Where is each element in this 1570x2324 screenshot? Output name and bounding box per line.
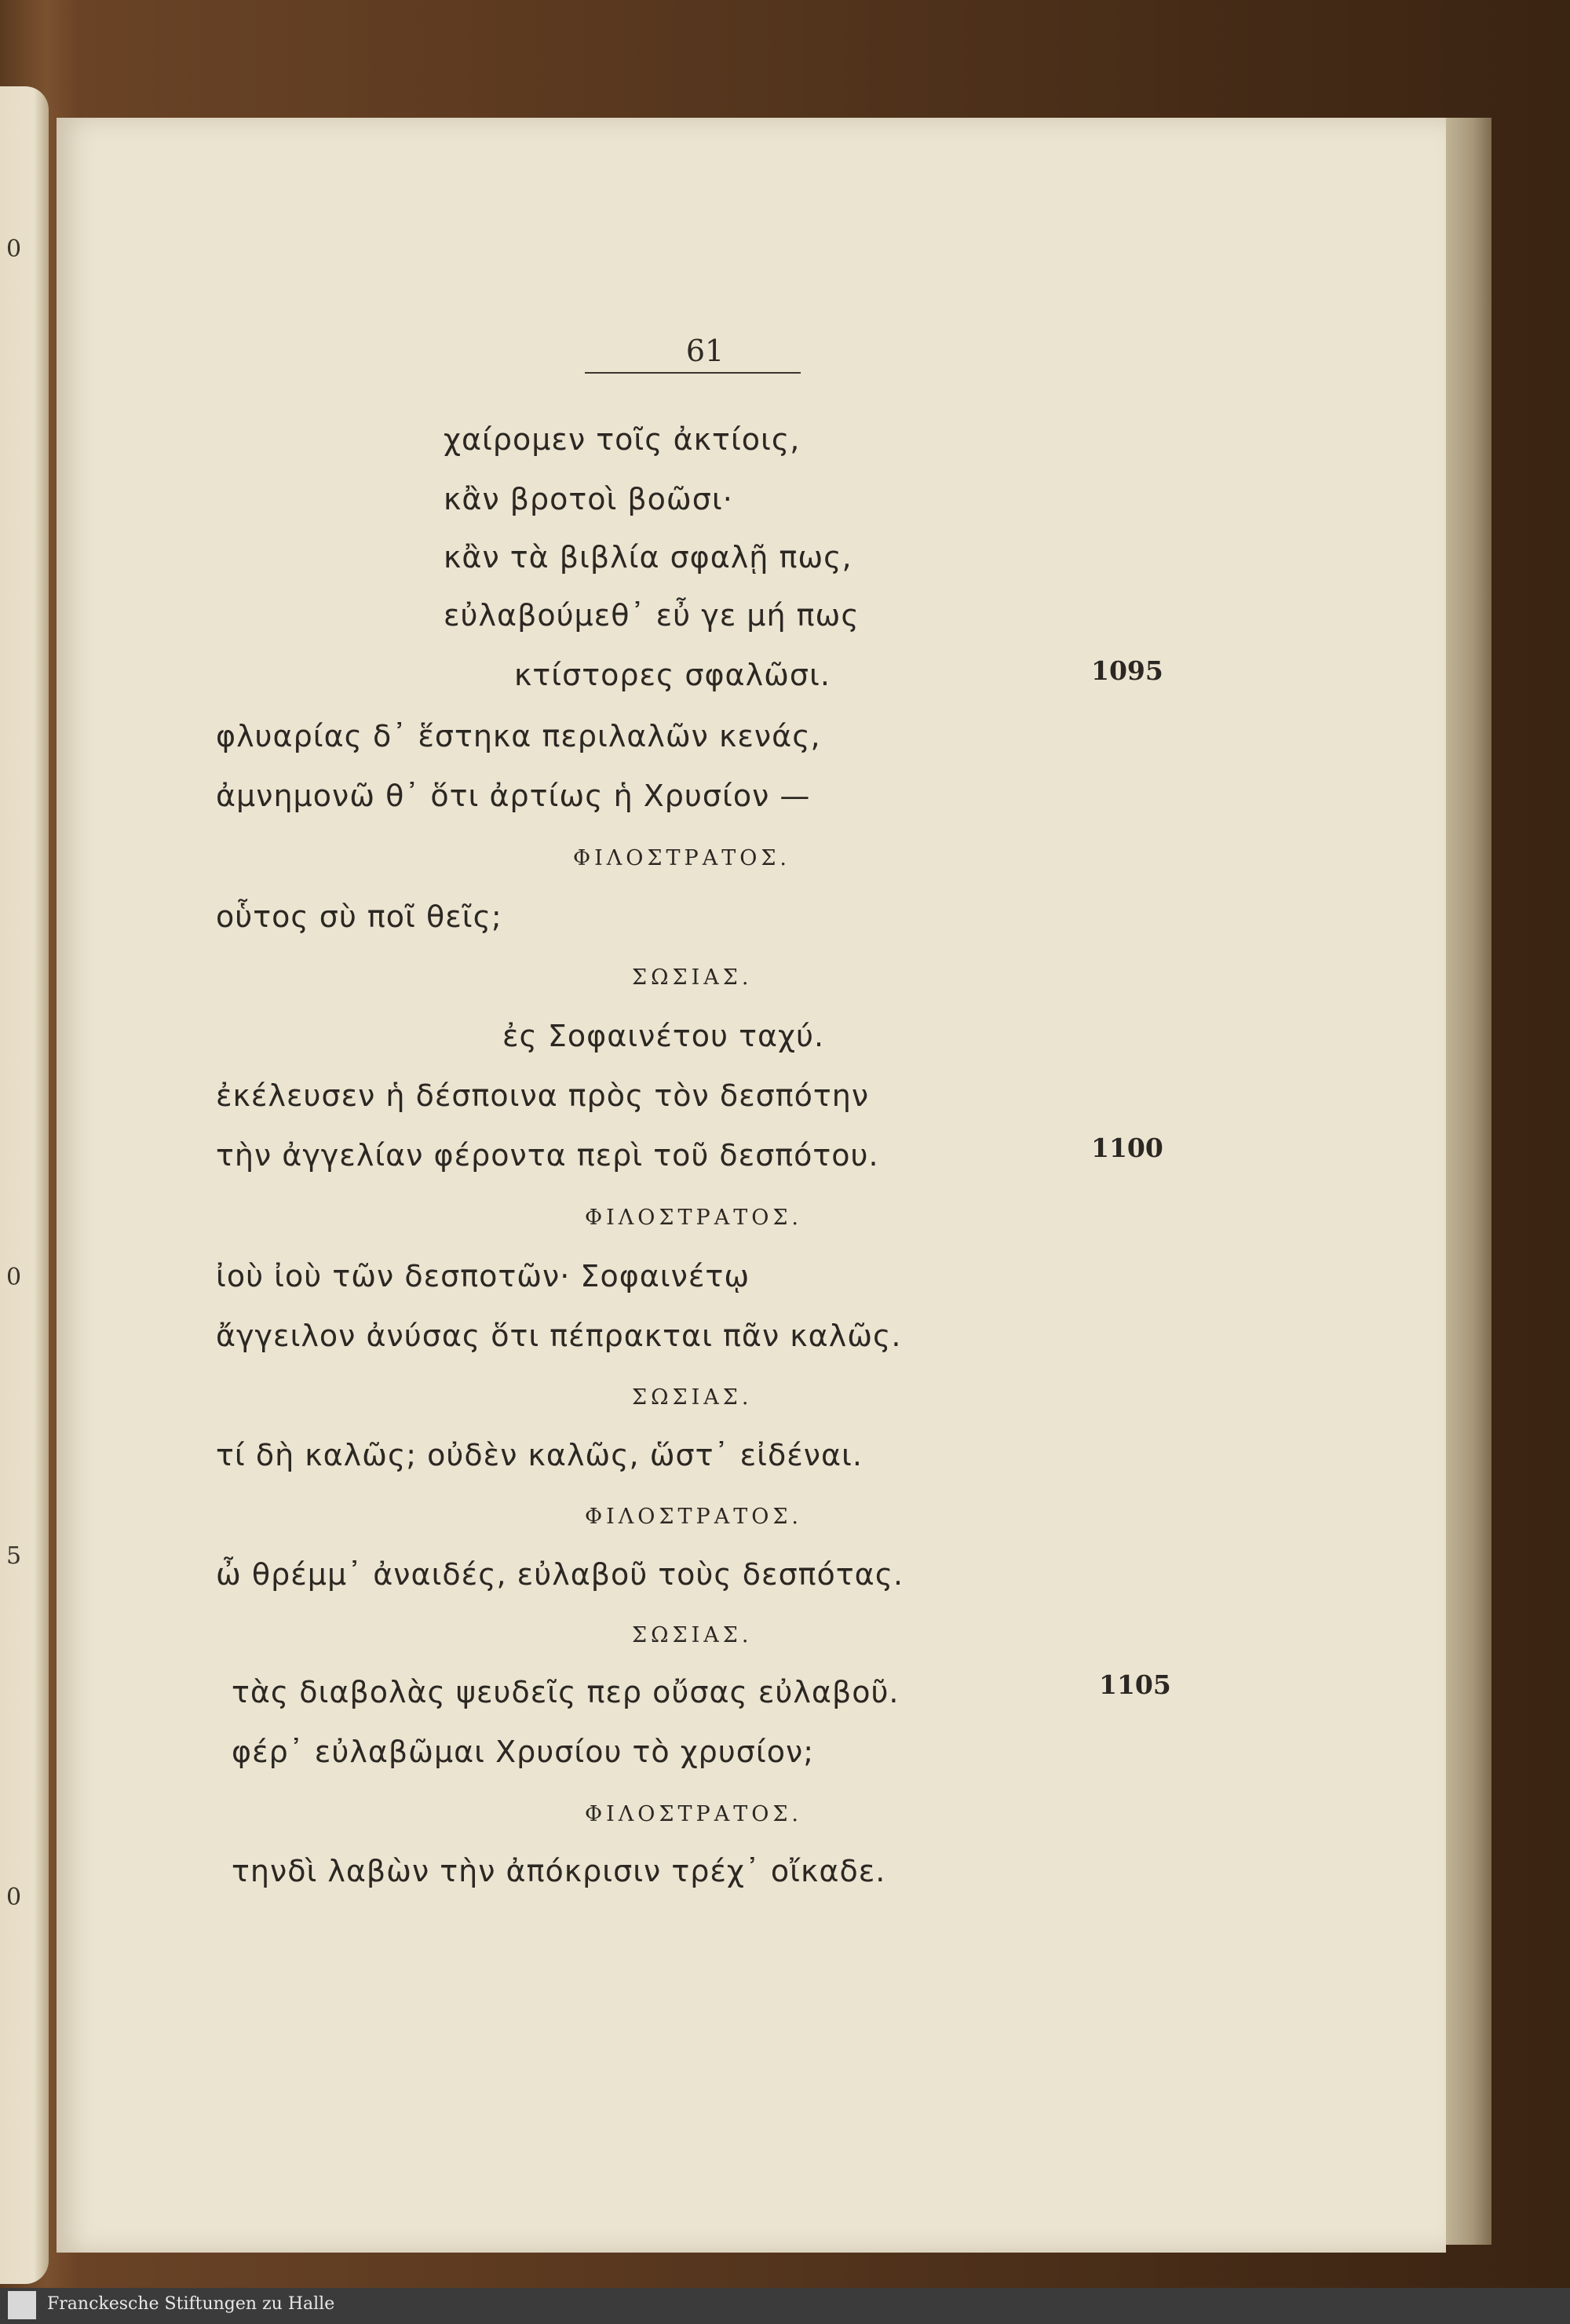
speaker-name: ΦΙΛΟΣΤΡΑΤΟΣ. [585, 1206, 803, 1230]
verse-line: ἐκέλευσεν ἡ δέσποινα πρὸς τὸν δεσπότην [216, 1078, 870, 1113]
verse-line: φέρ᾽ εὐλαβῶμαι Χρυσίου τὸ χρυσίον; [232, 1735, 814, 1769]
page-number: 61 [685, 334, 725, 368]
margin-mark: 5 [6, 1542, 22, 1570]
institution-logo-icon [8, 2291, 36, 2319]
footer-bar [0, 2288, 1570, 2324]
speaker-name: ΦΙΛΟΣΤΡΑΤΟΣ. [573, 846, 791, 870]
verse-line: ἰοὺ ἰοὺ τῶν δεσποτῶν· Σοφαινέτῳ [216, 1259, 750, 1293]
verse-line: τὰς διαβολὰς ψευδεῖς περ οὔσας εὐλαβοῦ. [232, 1675, 900, 1709]
verse-line: ἐς Σοφαινέτου ταχύ. [502, 1019, 825, 1053]
verse-line: ἀμνημονῶ θ᾽ ὅτι ἀρτίως ἡ Χρυσίον — [216, 779, 811, 813]
verse-line: εὐλαβούμεθ᾽ εὖ γε μή πως [444, 598, 860, 633]
margin-mark: 0 [6, 1264, 22, 1291]
header-rule [585, 372, 801, 374]
verse-line: χαίρομεν τοῖς ἀκτίοις, [444, 422, 801, 457]
verse-line: τηνδὶ λαβὼν τὴν ἀπόκρισιν τρέχ᾽ οἴκαδε. [232, 1854, 886, 1888]
margin-mark: 0 [6, 235, 22, 263]
speaker-name: ΦΙΛΟΣΤΡΑΤΟΣ. [585, 1505, 803, 1529]
speaker-name: ΦΙΛΟΣΤΡΑΤΟΣ. [585, 1802, 803, 1826]
verse-line: τί δὴ καλῶς; οὐδὲν καλῶς, ὥστ᾽ εἰδέναι. [216, 1438, 863, 1472]
margin-mark: 0 [6, 1884, 22, 1911]
line-number: 1105 [1099, 1669, 1171, 1700]
verse-line: οὗτος σὺ ποῖ θεῖς; [216, 899, 502, 934]
verse-line: κτίστορες σφαλῶσι. [514, 658, 831, 692]
verse-line: τὴν ἀγγελίαν φέροντα περὶ τοῦ δεσπότου. [216, 1138, 879, 1173]
verse-line: φλυαρίας δ᾽ ἕστηκα περιλαλῶν κενάς, [216, 719, 821, 753]
verse-line: κἂν βροτοὶ βοῶσι· [444, 482, 733, 516]
facing-page-edge [0, 86, 49, 2284]
line-number: 1100 [1091, 1133, 1163, 1163]
footer-credit: Franckesche Stiftungen zu Halle [47, 2294, 335, 2314]
speaker-name: ΣΩΣΙΑΣ. [632, 1385, 753, 1410]
line-number: 1095 [1091, 655, 1163, 686]
speaker-name: ΣΩΣΙΑΣ. [632, 965, 753, 990]
verse-line: ὦ θρέμμ᾽ ἀναιδές, εὐλαβοῦ τοὺς δεσπότας. [216, 1557, 904, 1592]
verse-line: κἂν τὰ βιβλία σφαλῇ πως, [444, 540, 853, 575]
verse-line: ἄγγειλον ἀνύσας ὅτι πέπρακται πᾶν καλῶς. [216, 1319, 902, 1353]
speaker-name: ΣΩΣΙΑΣ. [632, 1623, 753, 1647]
